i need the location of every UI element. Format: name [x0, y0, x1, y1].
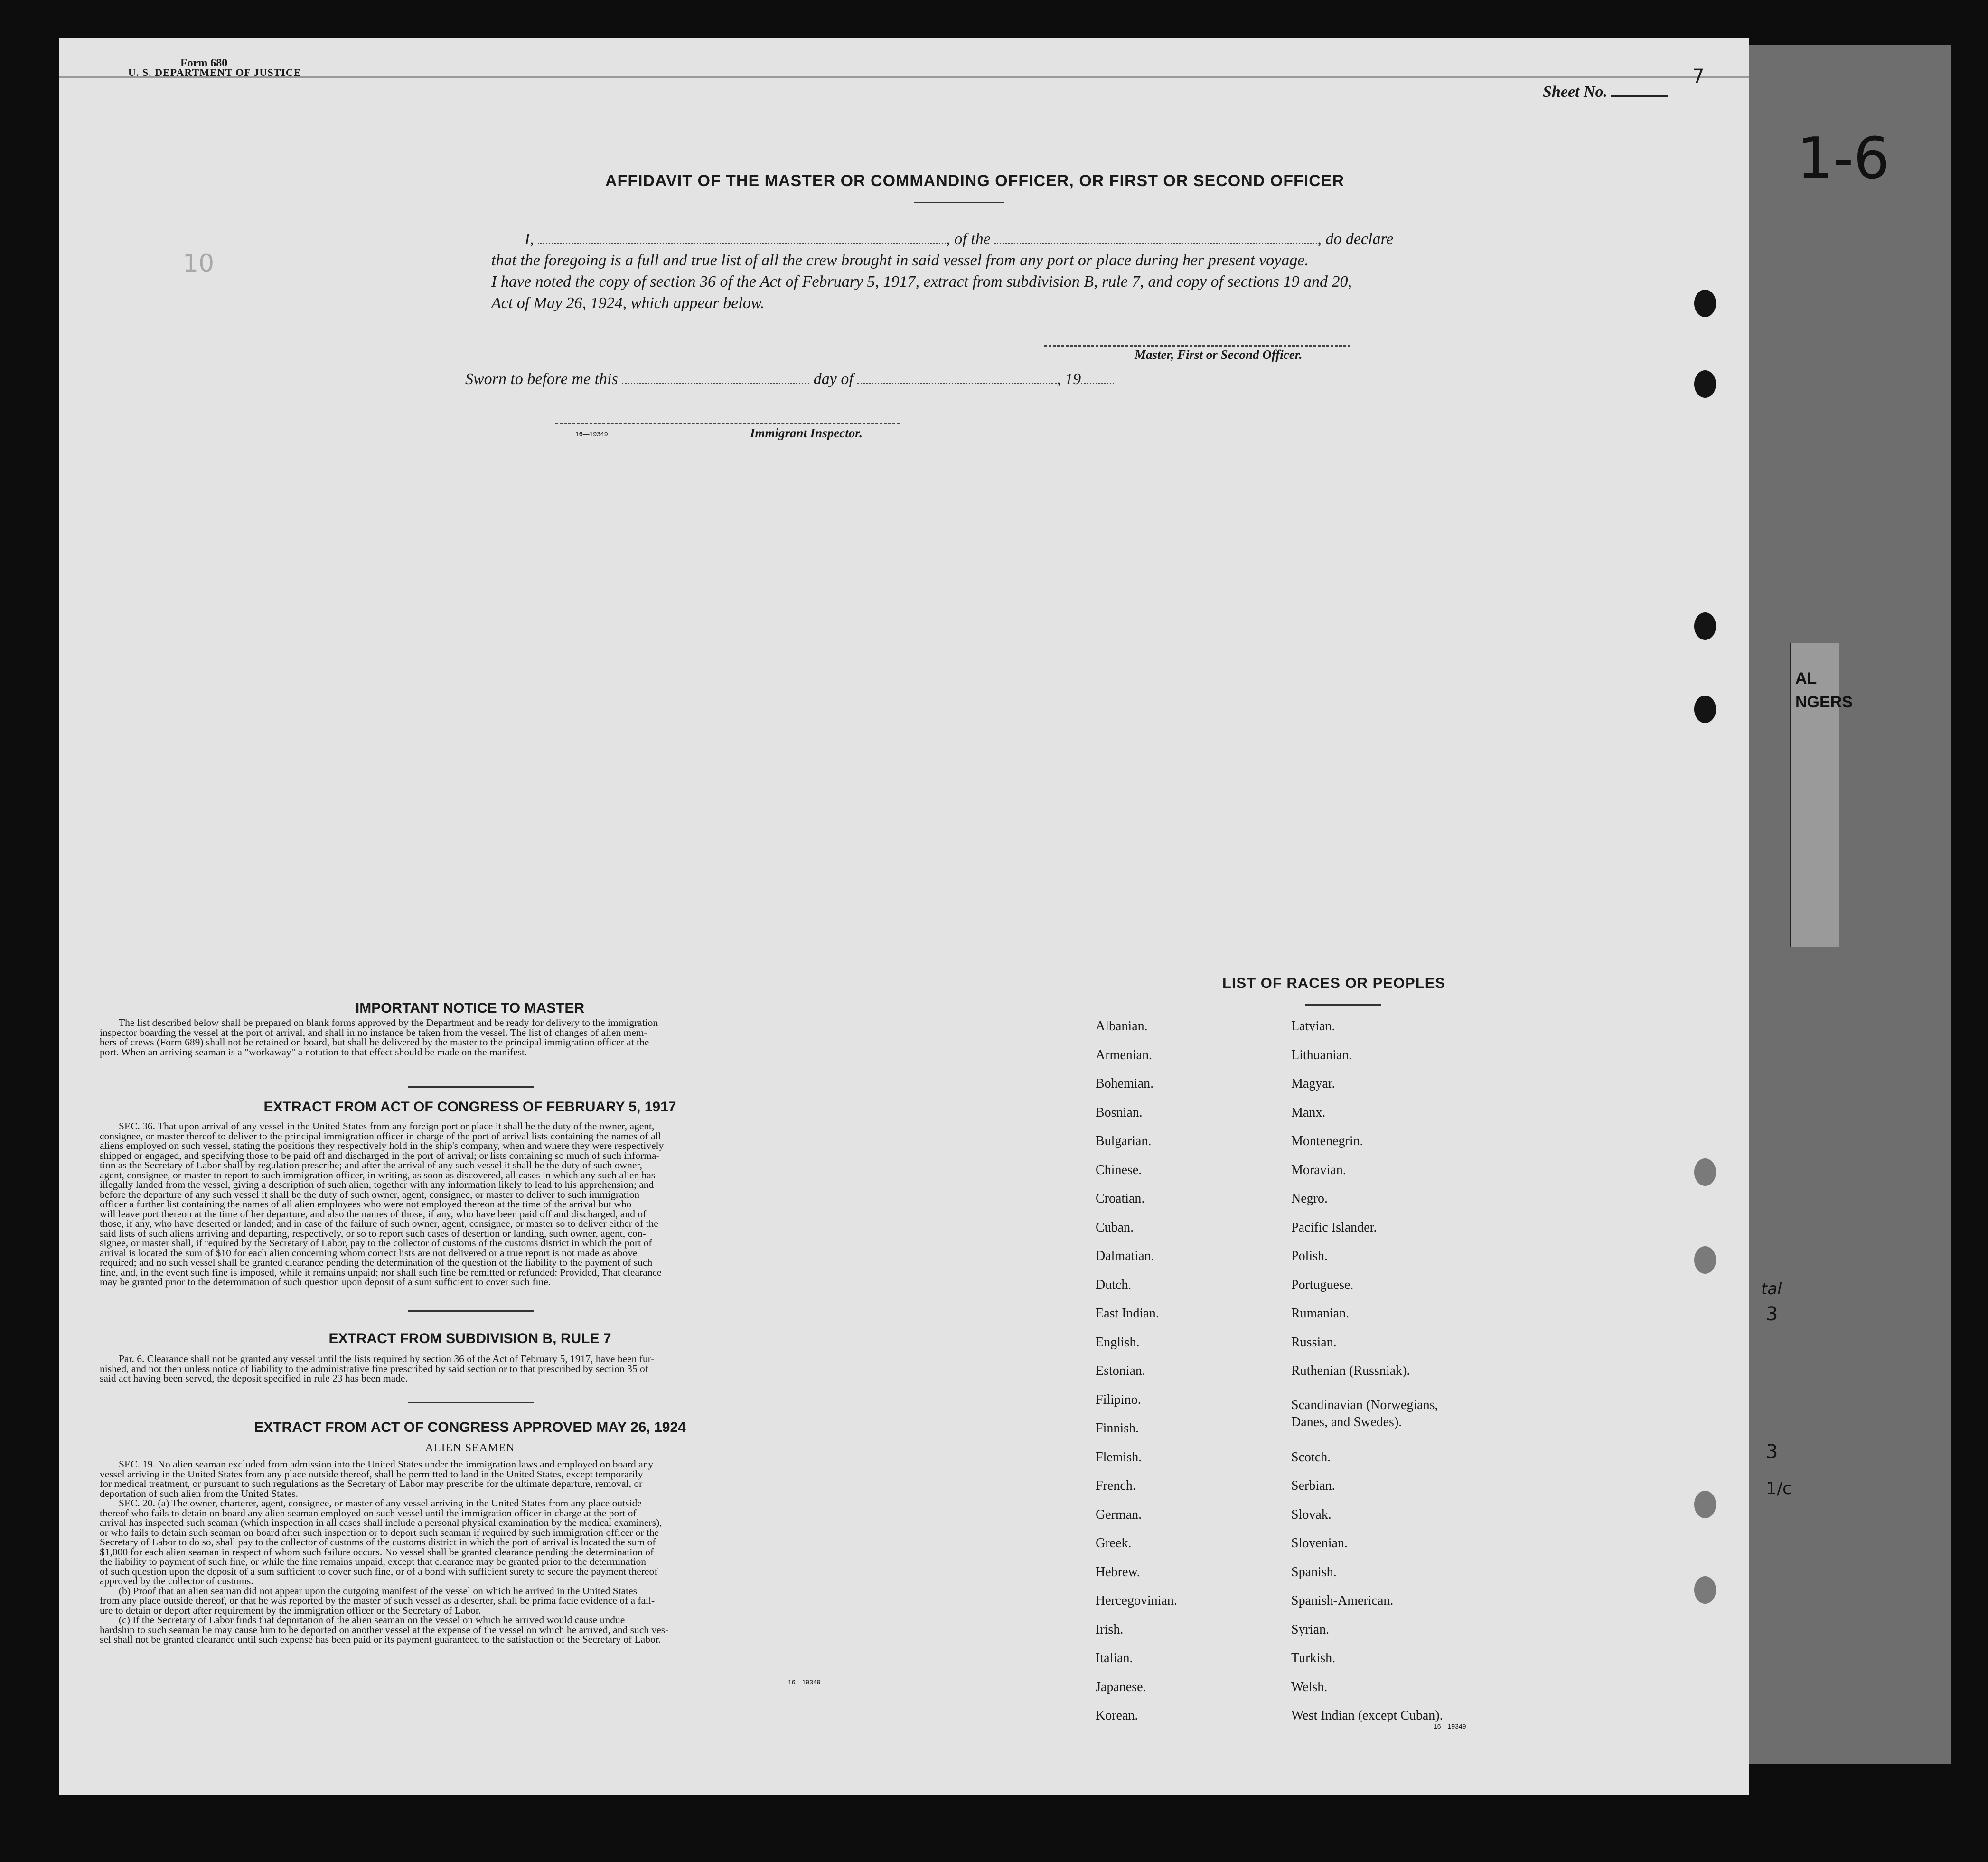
print-code: 16—19349 [788, 1678, 821, 1686]
extract-1924-text [100, 1459, 840, 1645]
race-item: Chinese. [1096, 1163, 1142, 1177]
extract-line: (b) Proof that an alien seaman did not appear upon the outgoing manifest of the vessel on which he arrived in the United States [119, 1585, 638, 1597]
page-fold-line [59, 76, 1749, 78]
extract-line: of such question upon the deposit of a sum sufficient to cover such fine, or of a bond with sufficient surety to secure the payment thereof [100, 1565, 658, 1577]
master-signature-line [1044, 345, 1350, 347]
race-item: Scotch. [1291, 1450, 1331, 1465]
alien-seamen-subtitle: ALIEN SEAMEN [425, 1442, 515, 1454]
race-item: Greek. [1096, 1536, 1132, 1551]
race-item: Spanish-American. [1291, 1593, 1394, 1608]
races-title: LIST OF RACES OR PEOPLES [1222, 975, 1446, 991]
master-caption: Master, First or Second Officer. [1135, 348, 1303, 362]
rule7-line: said act having been served, the deposit specified in rule 23 has been made. [100, 1373, 408, 1384]
extract-line: consignee, or master thereof to deliver to the principal immigration officer in charge of the port of arrival lists containing the names of all [100, 1130, 661, 1142]
race-item: Turkish. [1291, 1651, 1336, 1665]
race-item: Slovak. [1291, 1507, 1332, 1522]
extract-line: from any place outside thereof, or that he was reported by the master of such vessel as a deserter, shall be prima facie evidence of a fail- [100, 1595, 655, 1606]
race-item: Russian. [1291, 1335, 1337, 1350]
race-item: Manx. [1291, 1105, 1326, 1120]
binder-hole [1694, 696, 1716, 723]
race-item: Serbian. [1291, 1478, 1335, 1493]
notice-text [100, 1018, 840, 1057]
race-item: Spanish. [1291, 1565, 1337, 1580]
extract-line: fine, and, in the event such fine is imposed, while it remains unpaid; nor shall such fine be remitted or refunded: Provided, That clearance [100, 1266, 662, 1278]
print-code: 16—19349 [1434, 1722, 1466, 1730]
extract-line: aliens employed on such vessel, stating the positions they respectively hold in the ship's company, when and where they were respectively [100, 1140, 664, 1151]
race-item: Scandinavian (Norwegians, Danes, and Swedes). [1291, 1398, 1438, 1429]
extract-line: SEC. 20. (a) The owner, charterer, agent, consignee, or master of any vessel arriving in the United States from any place outside [119, 1497, 642, 1509]
extract-line: SEC. 36. That upon arrival of any vessel in the United States from any foreign port or place it shall be the duty of the owner, agent, [119, 1120, 655, 1132]
race-item: Negro. [1291, 1191, 1328, 1206]
race-item: Moravian. [1291, 1163, 1346, 1177]
race-item: Finnish. [1096, 1421, 1139, 1436]
rule7-text [100, 1354, 840, 1383]
race-item: Dalmatian. [1096, 1249, 1154, 1263]
extract-line: agent, consignee, or master to report to such immigration officer, in writing, as soon as discovered, all cases in which any such alien has [100, 1169, 656, 1181]
extract-line: deportation of such alien from the United States. [100, 1487, 298, 1499]
extract-1924-title: EXTRACT FROM ACT OF CONGRESS APPROVED MAY 26, 1924 [254, 1420, 686, 1435]
race-item: West Indian (except Cuban). [1291, 1708, 1443, 1723]
race-item: Hercegovinian. [1096, 1593, 1177, 1608]
race-item: Korean. [1096, 1708, 1138, 1723]
extract-1917-title: EXTRACT FROM ACT OF CONGRESS OF FEBRUARY 5, 1917 [263, 1099, 676, 1115]
sworn-day-of: day of [813, 370, 853, 388]
affidavit-line-1 [525, 230, 1394, 248]
notice-line: port. When an arriving seaman is a "workaway" a notation to that effect should be made on the manifest. [100, 1046, 527, 1058]
sworn-line [465, 370, 1114, 388]
sworn-text: Sworn to before me this [465, 370, 618, 388]
faint-left-mark: 10 [183, 249, 215, 278]
sworn-year: , 19 [1057, 370, 1081, 388]
affidavit-line-4: Act of May 26, 1924, which appear below. [491, 294, 765, 312]
race-item: Slovenian. [1291, 1536, 1348, 1551]
extract-line: arrival has inspected such seaman (which inspection in all cases shall include a personal physical examination by the medical examiners), [100, 1517, 662, 1528]
race-item: English. [1096, 1335, 1140, 1350]
extract-line: SEC. 19. No alien seaman excluded from admission into the United States under the immigration laws and employed on board any [119, 1458, 654, 1470]
race-item: Syrian. [1291, 1622, 1330, 1637]
section-rule [408, 1402, 534, 1403]
race-item: Latvian. [1291, 1019, 1335, 1034]
strip-text-2: NGERS [1795, 693, 1853, 711]
extract-line: shipped or engaged, and specifying those to be paid off and discharged in the port of arrival; or lists containing so much of such informa- [100, 1149, 660, 1161]
sworn-day-blank [622, 383, 809, 384]
race-item: Rumanian. [1291, 1306, 1350, 1321]
sheet-number-handwritten: 7 [1692, 66, 1705, 87]
print-code: 16—19349 [575, 430, 608, 438]
rule7-line: nished, and not then unless notice of liability to the administrative fine prescribed by said section or to that prescribed by section 35 of [100, 1363, 648, 1374]
race-item: Montenegrin. [1291, 1134, 1363, 1148]
extract-line: the liability to payment of such fine, or while the fine remains unpaid, except that clearance may be granted prior to the determination [100, 1556, 647, 1567]
margin-mark-4: 1/c [1766, 1479, 1792, 1498]
affidavit-do-declare: , do declare [1317, 230, 1394, 248]
notice-line: The list described below shall be prepared on blank forms approved by the Department and be ready for delivery to the immigration [119, 1017, 658, 1028]
rule7-line: Par. 6. Clearance shall not be granted any vessel until the lists required by section 36 of the Act of February 5, 1917, have been fur- [119, 1353, 655, 1364]
section-rule [408, 1086, 534, 1088]
race-item: Bulgarian. [1096, 1134, 1152, 1148]
extract-line: hardship to such seaman he may cause him to be deported on another vessel at the expense of the vessel on which he arrived, and such ves- [100, 1624, 669, 1636]
race-item: Armenian. [1096, 1048, 1152, 1063]
margin-mark-1: tal [1761, 1279, 1782, 1298]
extract-line: sel shall not be granted clearance until such expense has been paid or its payment guaranteed to the satisfaction of the Secretary of Labor. [100, 1634, 661, 1645]
sheet-number-label [1543, 83, 1668, 101]
extract-line: or who fails to detain such seaman on board after such inspection or to deport such seaman if required by such immigration officer or the [100, 1526, 659, 1538]
race-item: Italian. [1096, 1651, 1133, 1665]
extract-1917-text [100, 1121, 840, 1287]
extract-line: those, if any, who have deserted or landed; and in case of the failure of such owner, agent, consignee, or master so to deliver either of the [100, 1218, 658, 1229]
race-item: Portuguese. [1291, 1278, 1354, 1292]
race-item: Welsh. [1291, 1680, 1328, 1694]
extract-line: before the departure of any such vessel it shall be the duty of such owner, agent, consignee, or master to deliver to such immigration [100, 1188, 640, 1200]
extract-line: tion as the Secretary of Labor shall by regulation prescribe; and after the arrival of any such vessel it shall be the duty of such owner, [100, 1159, 643, 1171]
extract-line: thereof who fails to detain on board any alien seaman employed on such vessel until the immigration officer in charge at the port of [100, 1507, 637, 1519]
race-item: Bohemian. [1096, 1076, 1154, 1091]
extract-line: for medical treatment, or pursuant to such regulations as the Secretary of Labor may prescribe for the ultimate departure, removal, or [100, 1478, 643, 1489]
extract-line: (c) If the Secretary of Labor finds that deportation of the alien seaman on the vessel on which he arrived would cause undue [119, 1614, 625, 1626]
sheet-label: Sheet No. [1543, 83, 1607, 101]
form-number: Form 680 [180, 57, 228, 69]
rule7-title: EXTRACT FROM SUBDIVISION B, RULE 7 [328, 1331, 611, 1346]
extract-line: said lists of such aliens arriving and departing, respectively, or so to report such cases of desertion or landing, such owner, agent, con- [100, 1227, 646, 1239]
section-rule [408, 1310, 534, 1312]
race-item: German. [1096, 1507, 1142, 1522]
race-item: Polish. [1291, 1249, 1328, 1263]
binder-hole [1694, 1491, 1716, 1518]
extract-line: signee, or master shall, if required by the Secretary of Labor, pay to the collector of customs of the customs district in which the port of [100, 1237, 652, 1249]
underlying-sheet [1728, 45, 1951, 1764]
affidavit-line-3: I have noted the copy of section 36 of the Act of February 5, 1917, extract from subdivision B, rule 7, and copy of sections 19 and 20, [491, 273, 1352, 291]
race-item: Irish. [1096, 1622, 1124, 1637]
vessel-blank [994, 243, 1317, 244]
extract-line: arrival is located the sum of $10 for each alien concerning whom correct lists are not delivered or a true report is not made as above [100, 1247, 638, 1259]
affidavit-of-the: , of the [946, 230, 991, 248]
margin-mark-3: 3 [1766, 1441, 1778, 1463]
extract-line: will leave port thereon at the time of her departure, and also the names of those, if any, who have been paid off and discharged, and of [100, 1208, 647, 1220]
race-item: Lithuanian. [1291, 1048, 1352, 1063]
binder-hole [1694, 370, 1716, 398]
race-item: Albanian. [1096, 1019, 1148, 1034]
race-item: Dutch. [1096, 1278, 1132, 1292]
extract-line: illegally landed from the vessel, giving a description of such alien, together with any information likely to lead to his apprehension; and [100, 1179, 654, 1190]
binder-hole [1694, 612, 1716, 640]
extract-line: may be granted prior to the determination of such question upon deposit of a sum sufficient to cover such fine. [100, 1276, 551, 1288]
extract-line: vessel arriving in the United States from any place outside thereof, shall be permitted to land in the United States, except temporarily [100, 1468, 643, 1480]
sworn-month-blank [857, 383, 1057, 384]
inspector-caption: Immigrant Inspector. [750, 426, 863, 440]
extract-line: officer a further list containing the names of all alien employees who were not employed thereon at the time of the arrival but who [100, 1198, 632, 1210]
margin-mark-2: 3 [1766, 1303, 1778, 1325]
strip-text-1: AL [1795, 669, 1817, 687]
extract-line: $1,000 for each alien seaman in respect of whom such failure occurs. No vessel shall be granted clearance pending the determination of [100, 1546, 654, 1558]
race-item: Croatian. [1096, 1191, 1145, 1206]
extract-line: required; and no such vessel shall be granted clearance pending the determination of the question of the liability to the payment of such [100, 1257, 653, 1268]
race-item: Magyar. [1291, 1076, 1335, 1091]
department-name: U. S. DEPARTMENT OF JUSTICE [128, 66, 301, 78]
extract-line: Secretary of Labor to do so, shall pay to the collector of customs of the customs district in which the port of arrival is located the sum of [100, 1536, 656, 1548]
affidavit-i: I, [525, 230, 534, 248]
binder-hole [1694, 1246, 1716, 1274]
underlying-sheet-strip [1790, 643, 1853, 947]
sheet-number-line [1611, 95, 1668, 97]
corner-handwritten-mark: 1-6 [1797, 126, 1890, 192]
race-item: French. [1096, 1478, 1136, 1493]
race-item: East Indian. [1096, 1306, 1159, 1321]
binder-hole [1694, 290, 1716, 317]
notice-line: inspector boarding the vessel at the port of arrival, and shall in no instance be taken from the vessel. The list of changes of alien mem- [100, 1026, 647, 1038]
inspector-signature-line [555, 423, 900, 424]
extract-line: approved by the collector of customs. [100, 1575, 253, 1587]
race-item: Filipino. [1096, 1392, 1141, 1407]
races-title-rule [1305, 1004, 1381, 1006]
form-page [59, 38, 1749, 1795]
race-item: Pacific Islander. [1291, 1220, 1377, 1235]
race-item: Cuban. [1096, 1220, 1134, 1235]
affidavit-line-2: that the foregoing is a full and true list of all the crew brought in said vessel from any port or place during her present voyage. [491, 252, 1309, 269]
extract-line: ure to detain or deport after requirement by the immigration officer or the Secretary of Labor. [100, 1604, 481, 1616]
title-rule [914, 202, 1004, 203]
affidavit-title: AFFIDAVIT OF THE MASTER OR COMMANDING OFFICER, OR FIRST OR SECOND OFFICER [605, 172, 1344, 190]
name-blank [538, 243, 946, 244]
notice-title: IMPORTANT NOTICE TO MASTER [355, 1000, 585, 1016]
race-item: Ruthenian (Russniak). [1291, 1364, 1410, 1378]
race-item: Estonian. [1096, 1364, 1145, 1378]
race-item: Hebrew. [1096, 1565, 1140, 1580]
race-item: Flemish. [1096, 1450, 1142, 1465]
binder-hole [1694, 1576, 1716, 1604]
binder-hole [1694, 1158, 1716, 1186]
race-item: Japanese. [1096, 1680, 1146, 1694]
sworn-year-blank [1081, 383, 1114, 384]
race-item: Bosnian. [1096, 1105, 1143, 1120]
notice-line: bers of crews (Form 689) shall not be retained on board, but shall be delivered by the master to the principal immigration officer at the [100, 1036, 649, 1048]
